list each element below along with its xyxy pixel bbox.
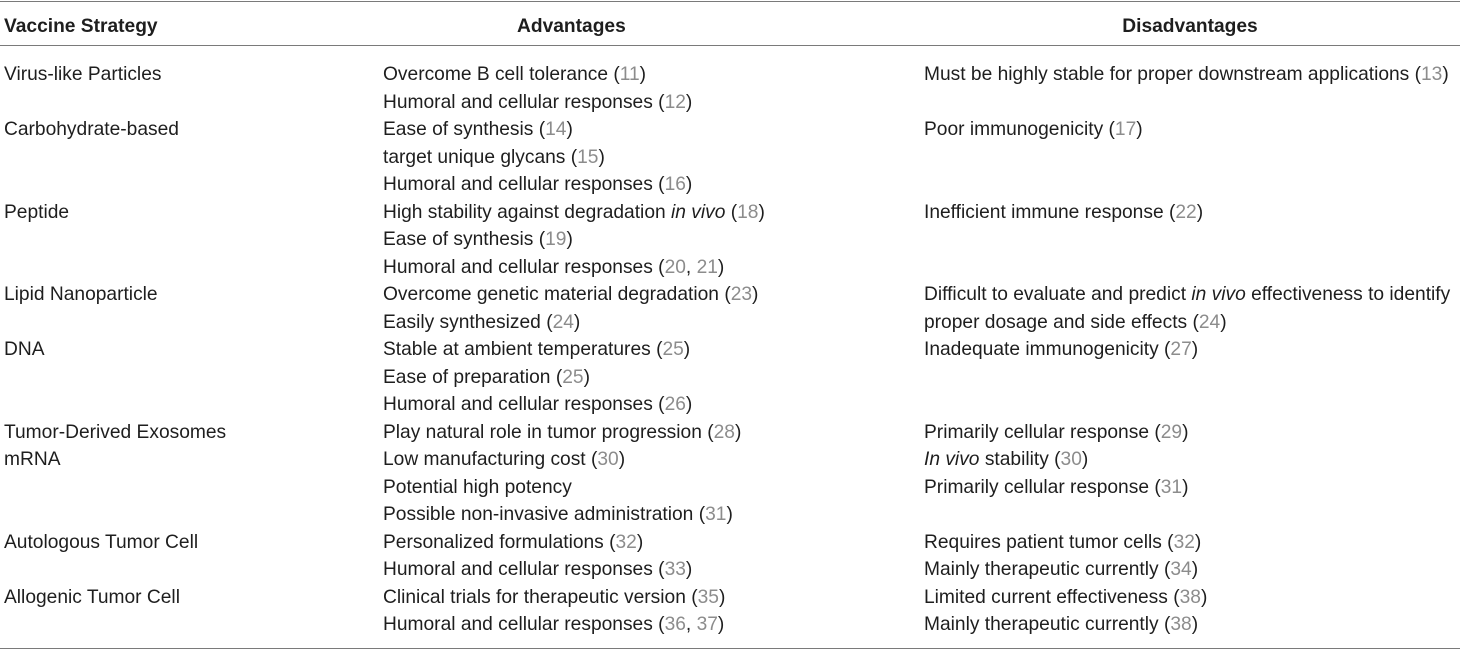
reference-number[interactable]: 11 <box>619 64 640 85</box>
item-text: Stable at ambient temperatures <box>383 339 651 360</box>
disadvantage-item <box>924 199 1460 227</box>
citation <box>658 614 724 635</box>
citation-open-paren: ( <box>1164 339 1171 360</box>
item-text-continued: stability <box>984 449 1049 470</box>
reference-number[interactable]: 13 <box>1421 64 1443 85</box>
citation-close-paren: ) <box>1182 421 1189 443</box>
citation-close-paren: ) <box>718 586 726 608</box>
item-italic-term: In vivo <box>924 449 980 470</box>
citation-close-paren: ) <box>1191 339 1199 360</box>
reference-number[interactable]: 25 <box>662 339 684 360</box>
advantage-item <box>383 144 920 172</box>
item-text: Difficult to evaluate and predict <box>924 284 1187 305</box>
citation-open-paren: ( <box>730 201 738 223</box>
citation-close-paren: ) <box>685 559 693 580</box>
reference-number[interactable]: 25 <box>562 366 584 388</box>
header-vaccine-strategy: Vaccine Strategy <box>0 1 379 46</box>
advantage-item <box>383 116 920 144</box>
item-text: High stability against degradation <box>383 201 666 223</box>
citation <box>1192 312 1226 333</box>
advantage-item <box>383 501 920 529</box>
reference-number[interactable]: 22 <box>1175 201 1197 223</box>
item-text: Poor immunogenicity <box>924 119 1104 140</box>
item-text: Overcome B cell tolerance <box>383 64 609 85</box>
citation-open-paren: ( <box>1054 449 1061 470</box>
reference-number[interactable]: 18 <box>737 201 759 223</box>
citation-open-paren: ( <box>658 559 665 580</box>
advantage-item <box>383 61 920 89</box>
reference-number[interactable]: 17 <box>1114 119 1137 140</box>
disadvantages-cell <box>920 199 1460 282</box>
citation <box>1154 422 1188 443</box>
citation-close-paren: ) <box>618 449 626 470</box>
citation-separator: , <box>685 614 697 635</box>
item-text: Ease of synthesis <box>383 229 534 250</box>
citation-open-paren: ( <box>1414 64 1422 85</box>
vaccine-strategy-table <box>0 1 1460 649</box>
reference-number[interactable]: 29 <box>1160 421 1183 443</box>
citation-close-paren: ) <box>1442 64 1449 85</box>
citation-close-paren: ) <box>685 394 693 415</box>
advantages-cell <box>379 199 920 282</box>
citation <box>656 339 690 360</box>
table-row <box>0 446 1460 529</box>
advantage-item <box>383 254 920 282</box>
citation <box>658 92 692 113</box>
disadvantages-cell <box>920 529 1460 584</box>
citation-close-paren: ) <box>1194 531 1202 553</box>
citation-separator: , <box>685 256 697 278</box>
table-row <box>0 46 1460 116</box>
advantage-item <box>383 419 920 447</box>
citation-close-paren: ) <box>1182 476 1189 498</box>
advantage-item <box>383 446 920 474</box>
reference-number[interactable]: 23 <box>730 284 753 305</box>
item-text: Must be highly stable for proper downstream applications <box>924 64 1410 85</box>
strategy-name: Lipid Nanoparticle <box>4 284 158 305</box>
citation-open-paren: ( <box>613 64 620 85</box>
citation-close-paren: ) <box>1200 586 1208 608</box>
strategy-cell <box>0 46 379 116</box>
citation-close-paren: ) <box>573 311 581 333</box>
reference-number[interactable]: 24 <box>1198 311 1221 333</box>
advantage-item <box>383 611 920 639</box>
citation-close-paren: ) <box>685 91 693 113</box>
citation <box>1169 202 1203 223</box>
citation-close-paren: ) <box>717 614 725 635</box>
advantage-item <box>383 89 920 117</box>
strategy-cell <box>0 446 379 529</box>
citation <box>658 257 724 278</box>
citation <box>658 559 692 580</box>
citation-close-paren: ) <box>685 174 693 195</box>
disadvantage-item <box>924 281 1460 336</box>
item-italic-term: in vivo <box>671 201 726 223</box>
advantages-cell <box>379 281 920 336</box>
reference-number[interactable]: 14 <box>545 119 567 140</box>
header-advantages: Advantages <box>379 1 920 46</box>
header-disadvantages: Disadvantages <box>920 1 1460 46</box>
advantage-item <box>383 474 920 502</box>
disadvantages-cell <box>920 46 1460 116</box>
advantage-item <box>383 226 920 254</box>
citation <box>658 174 692 195</box>
citation <box>539 119 573 140</box>
citation <box>1054 449 1088 470</box>
citation <box>546 312 580 333</box>
reference-number[interactable]: 27 <box>1170 339 1192 360</box>
citation-open-paren: ( <box>1108 119 1115 140</box>
disadvantage-item <box>924 116 1460 144</box>
strategy-name: mRNA <box>4 449 61 470</box>
citation-open-paren: ( <box>538 119 546 140</box>
item-text-continued: effectiveness to identify proper dosage and side effects <box>924 284 1451 333</box>
strategy-cell <box>0 529 379 584</box>
item-text: Humoral and cellular responses <box>383 91 653 113</box>
reference-number[interactable]: 15 <box>577 146 599 168</box>
citation-close-paren: ) <box>598 146 605 168</box>
advantages-cell <box>379 46 920 116</box>
reference-number[interactable]: 26 <box>664 394 686 415</box>
citation <box>691 587 725 608</box>
citation-close-paren: ) <box>1191 614 1199 635</box>
reference-number[interactable]: 30 <box>1060 449 1082 470</box>
citation-close-paren: ) <box>566 229 573 250</box>
advantages-cell <box>379 116 920 199</box>
reference-number[interactable]: 33 <box>664 559 686 580</box>
reference-number[interactable]: 34 <box>1170 559 1192 580</box>
item-text: Humoral and cellular responses <box>383 174 653 195</box>
citation <box>1154 477 1188 498</box>
citation <box>556 367 590 388</box>
citation-open-paren: ( <box>658 256 665 278</box>
citation-open-paren: ( <box>658 174 665 195</box>
citation-open-paren: ( <box>555 366 563 388</box>
citation <box>1173 587 1207 608</box>
citation <box>1164 339 1198 360</box>
citation-open-paren: ( <box>658 91 665 113</box>
disadvantages-cell <box>920 419 1460 447</box>
item-text: Ease of synthesis <box>383 119 534 140</box>
citation-open-paren: ( <box>1173 586 1180 608</box>
strategy-cell <box>0 116 379 199</box>
strategy-name: Autologous Tumor Cell <box>4 531 199 553</box>
item-text: Mainly therapeutic currently <box>924 614 1159 635</box>
table-row <box>0 116 1460 199</box>
advantage-item <box>383 584 920 612</box>
citation-close-paren: ) <box>636 531 644 553</box>
citation-open-paren: ( <box>570 146 578 168</box>
citation-open-paren: ( <box>1154 421 1161 443</box>
item-text: Potential high potency <box>383 476 572 498</box>
reference-number[interactable]: 24 <box>552 311 574 333</box>
citation-close-paren: ) <box>752 284 759 305</box>
citation-close-paren: ) <box>566 119 573 140</box>
citation-open-paren: ( <box>698 504 706 525</box>
citation-close-paren: ) <box>758 201 765 223</box>
citation-open-paren: ( <box>658 394 665 415</box>
advantage-item <box>383 336 920 364</box>
citation <box>613 64 646 85</box>
strategy-name: Virus-like Particles <box>4 64 162 85</box>
item-text: Primarily cellular response <box>924 421 1149 443</box>
citation-open-paren: ( <box>1168 201 1176 223</box>
advantages-cell <box>379 446 920 529</box>
citation <box>699 504 733 525</box>
citation-close-paren: ) <box>734 421 742 443</box>
table-row <box>0 419 1460 447</box>
citation-open-paren: ( <box>1163 559 1171 580</box>
citation <box>1167 532 1201 553</box>
citation <box>571 147 605 168</box>
citation-close-paren: ) <box>583 366 590 388</box>
citation-close-paren: ) <box>683 339 691 360</box>
citation <box>591 449 625 470</box>
reference-number[interactable]: 21 <box>696 256 718 278</box>
item-text: Inadequate immunogenicity <box>924 339 1159 360</box>
citation-open-paren: ( <box>1192 311 1199 333</box>
table-row <box>0 584 1460 649</box>
reference-number[interactable]: 16 <box>664 174 686 195</box>
advantage-item <box>383 364 920 392</box>
disadvantage-item <box>924 336 1460 364</box>
disadvantage-item <box>924 419 1460 447</box>
citation <box>1415 64 1449 85</box>
citation-open-paren: ( <box>609 531 616 553</box>
item-text: Possible non-invasive administration <box>383 504 694 525</box>
citation-open-paren: ( <box>1167 531 1174 553</box>
reference-number[interactable]: 38 <box>1179 586 1201 608</box>
citation-close-paren: ) <box>717 256 725 278</box>
strategy-name: Tumor-Derived Exosomes <box>4 421 227 443</box>
strategy-name: Carbohydrate-based <box>4 119 179 140</box>
item-text: Easily synthesized <box>383 311 541 333</box>
item-text: Ease of preparation <box>383 366 551 388</box>
item-text: Personalized formulations <box>383 531 604 553</box>
citation-close-paren: ) <box>639 64 647 85</box>
item-text: Overcome genetic material degradation <box>383 284 719 305</box>
item-text: Requires patient tumor cells <box>924 531 1162 553</box>
citation <box>609 532 643 553</box>
citation-close-paren: ) <box>1191 559 1199 580</box>
reference-number[interactable]: 35 <box>697 586 719 608</box>
advantage-item <box>383 391 920 419</box>
citation-open-paren: ( <box>724 284 731 305</box>
item-text: Humoral and cellular responses <box>383 614 653 635</box>
citation <box>724 284 758 305</box>
advantage-item <box>383 281 920 309</box>
strategy-name: DNA <box>4 339 45 360</box>
disadvantage-item <box>924 584 1460 612</box>
reference-number[interactable]: 28 <box>713 421 735 443</box>
reference-number[interactable]: 36 <box>664 614 686 635</box>
citation <box>1164 614 1198 635</box>
table-row <box>0 199 1460 282</box>
citation <box>707 422 741 443</box>
reference-number[interactable]: 38 <box>1170 614 1192 635</box>
citation-open-paren: ( <box>707 421 714 443</box>
item-text: Humoral and cellular responses <box>383 559 653 580</box>
citation-open-paren: ( <box>656 339 663 360</box>
citation-open-paren: ( <box>691 586 698 608</box>
citation-close-paren: ) <box>1196 201 1204 223</box>
reference-number[interactable]: 31 <box>1160 476 1183 498</box>
item-italic-term: in vivo <box>1191 284 1246 305</box>
reference-number[interactable]: 19 <box>545 229 567 250</box>
citation-open-paren: ( <box>590 449 598 470</box>
item-text: Low manufacturing cost <box>383 449 586 470</box>
advantage-item <box>383 171 920 199</box>
reference-number[interactable]: 37 <box>696 614 718 635</box>
table-row <box>0 336 1460 419</box>
citation <box>1164 559 1198 580</box>
strategy-cell <box>0 199 379 282</box>
item-text: Primarily cellular response <box>924 476 1149 498</box>
table-row <box>0 281 1460 336</box>
citation-open-paren: ( <box>546 311 553 333</box>
item-text: Clinical trials for therapeutic version <box>383 586 686 608</box>
citation-close-paren: ) <box>1220 311 1227 333</box>
item-text: Humoral and cellular responses <box>383 394 653 415</box>
citation-close-paren: ) <box>726 504 733 525</box>
disadvantage-item <box>924 529 1460 557</box>
disadvantages-cell <box>920 336 1460 419</box>
disadvantages-cell <box>920 116 1460 199</box>
advantages-cell <box>379 584 920 649</box>
advantage-item <box>383 529 920 557</box>
disadvantage-item <box>924 556 1460 584</box>
disadvantage-item <box>924 61 1460 89</box>
advantage-item <box>383 556 920 584</box>
strategy-name: Peptide <box>4 201 70 223</box>
strategy-cell <box>0 584 379 649</box>
disadvantages-cell <box>920 446 1460 529</box>
reference-number[interactable]: 20 <box>664 256 686 278</box>
advantages-cell <box>379 336 920 419</box>
item-text: Inefficient immune response <box>924 201 1164 223</box>
citation-open-paren: ( <box>1163 614 1171 635</box>
strategy-cell <box>0 281 379 336</box>
header-row <box>0 1 1460 46</box>
item-text: Limited current effectiveness <box>924 586 1168 608</box>
citation-close-paren: ) <box>1081 449 1089 470</box>
disadvantage-item <box>924 474 1460 502</box>
advantage-item <box>383 199 920 227</box>
strategy-cell <box>0 336 379 419</box>
reference-number[interactable]: 30 <box>597 449 619 470</box>
disadvantages-cell <box>920 281 1460 336</box>
strategy-cell <box>0 419 379 447</box>
advantages-cell <box>379 529 920 584</box>
reference-number[interactable]: 31 <box>705 504 727 525</box>
citation <box>658 394 692 415</box>
reference-number[interactable]: 32 <box>1173 531 1195 553</box>
item-text: Play natural role in tumor progression <box>383 421 702 443</box>
reference-number[interactable]: 32 <box>615 531 637 553</box>
advantages-cell <box>379 419 920 447</box>
citation <box>1109 119 1143 140</box>
citation <box>539 229 573 250</box>
item-text: Mainly therapeutic currently <box>924 559 1159 580</box>
citation-close-paren: ) <box>1136 119 1143 140</box>
citation-open-paren: ( <box>658 614 665 635</box>
item-text: Humoral and cellular responses <box>383 256 653 278</box>
citation-open-paren: ( <box>538 229 546 250</box>
citation <box>731 202 765 223</box>
reference-number[interactable]: 12 <box>664 91 686 113</box>
item-text: target unique glycans <box>383 146 566 168</box>
disadvantages-cell <box>920 584 1460 649</box>
strategy-name: Allogenic Tumor Cell <box>4 586 180 608</box>
disadvantage-item <box>924 611 1460 639</box>
advantage-item <box>383 309 920 337</box>
table-row <box>0 529 1460 584</box>
disadvantage-item <box>924 446 1460 474</box>
citation-open-paren: ( <box>1154 476 1161 498</box>
